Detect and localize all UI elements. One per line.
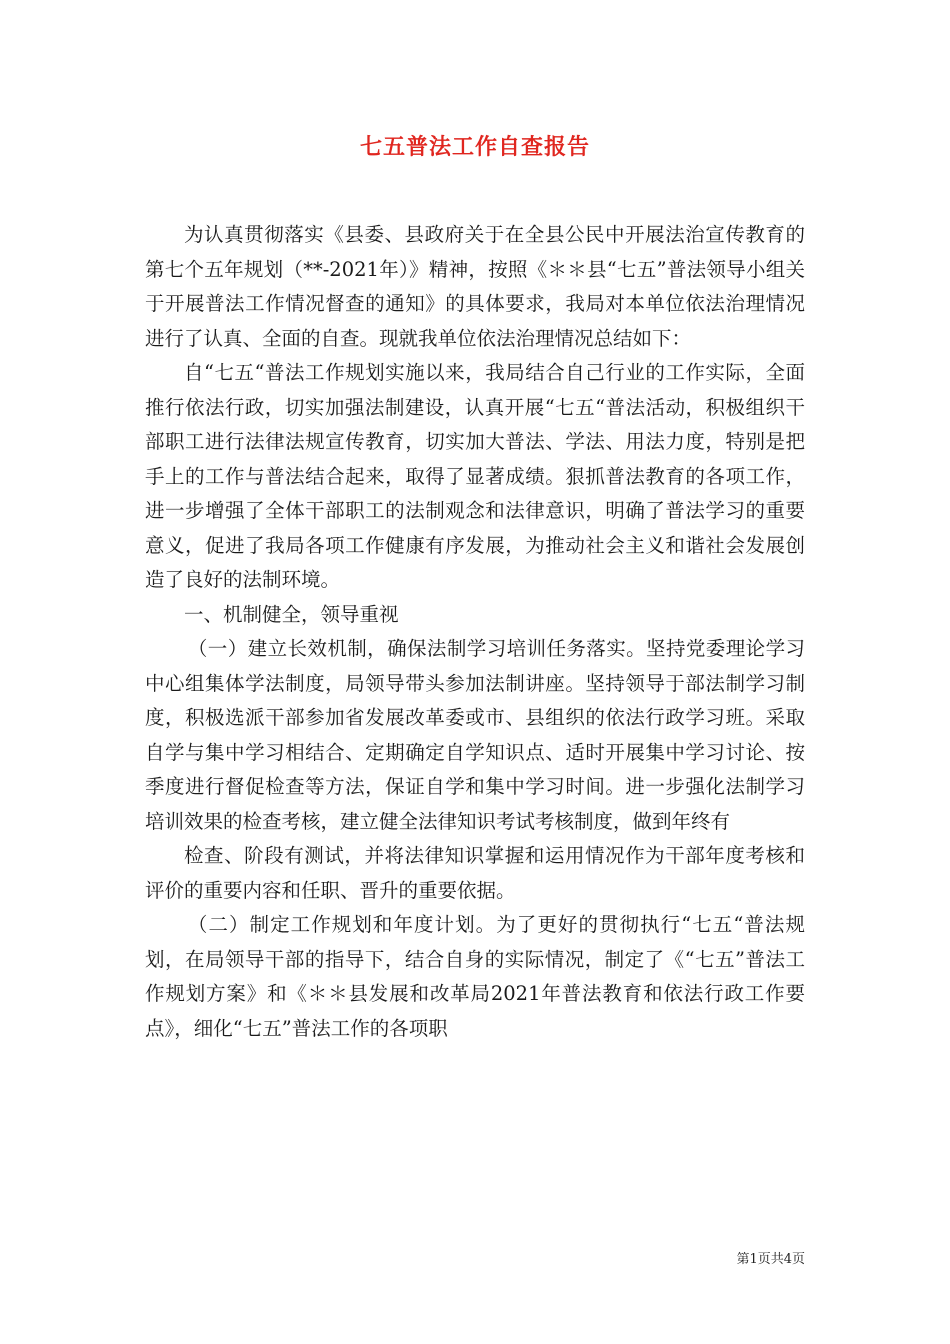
paragraph-subsection-1-cont: 检查、阶段有测试，并将法律知识掌握和运用情况作为干部年度考核和评价的重要内容和任职、晋升的重要依据。 — [145, 844, 805, 902]
page-number: 第1页共4页 — [736, 1252, 805, 1267]
paragraph-summary: 自“七五“普法工作规划实施以来，我局结合自己行业的工作实际，全面推行依法行政，切实加强法制建设，认真开展“七五“普法活动，积极组织干部职工进行法律法规宣传教育，切实加大普法、学法、用法力度，特别是把手上的工作与普法结合起来，取得了显著成绩。狠抓普法教育的各项工作，进一步增强了全体干部职工的法制观念和法律意识，明确了普法学习的重要意义，促进了我局各项工作健康有序发展，为推动社会主义和谐社会发展创造了良好的法制环境。 — [145, 361, 805, 591]
paragraph-subsection-2: （二）制定工作规划和年度计划。为了更好的贯彻执行“七五“普法规划，在局领导干部的指导下，结合自身的实际情况，制定了《“七五”普法工作规划方案》和《＊＊县发展和改革局2021年普法教育和依法行政工作要点》，细化“七五”普法工作的各项职 — [145, 913, 805, 1040]
section-heading: 一、机制健全，领导重视 — [184, 602, 399, 626]
document-body — [145, 218, 805, 1046]
document-title: 七五普法工作自查报告 — [359, 134, 590, 160]
paragraph-subsection-1: （一）建立长效机制，确保法制学习培训任务落实。坚持党委理论学习中心组集体学法制度，局领导带头参加法制讲座。坚持领导于部法制学习制度，积极选派干部参加省发展改革委或市、县组织的依法行政学习班。采取自学与集中学习相结合、定期确定自学知识点、适时开展集中学习讨论、按季度进行督促检查等方法，保证自学和集中学习时间。进一步强化法制学习培训效果的检查考核，建立健全法律知识考试考核制度，做到年终有 — [145, 637, 805, 833]
paragraph-intro: 为认真贯彻落实《县委、县政府关于在全县公民中开展法治宣传教育的第七个五年规划（**-2021年）》精神，按照《＊＊县“七五”普法领导小组关于开展普法工作情况督查的通知》的具体要求，我局对本单位依法治理情况进行了认真、全面的自查。现就我单位依法治理情况总结如下： — [145, 223, 805, 350]
